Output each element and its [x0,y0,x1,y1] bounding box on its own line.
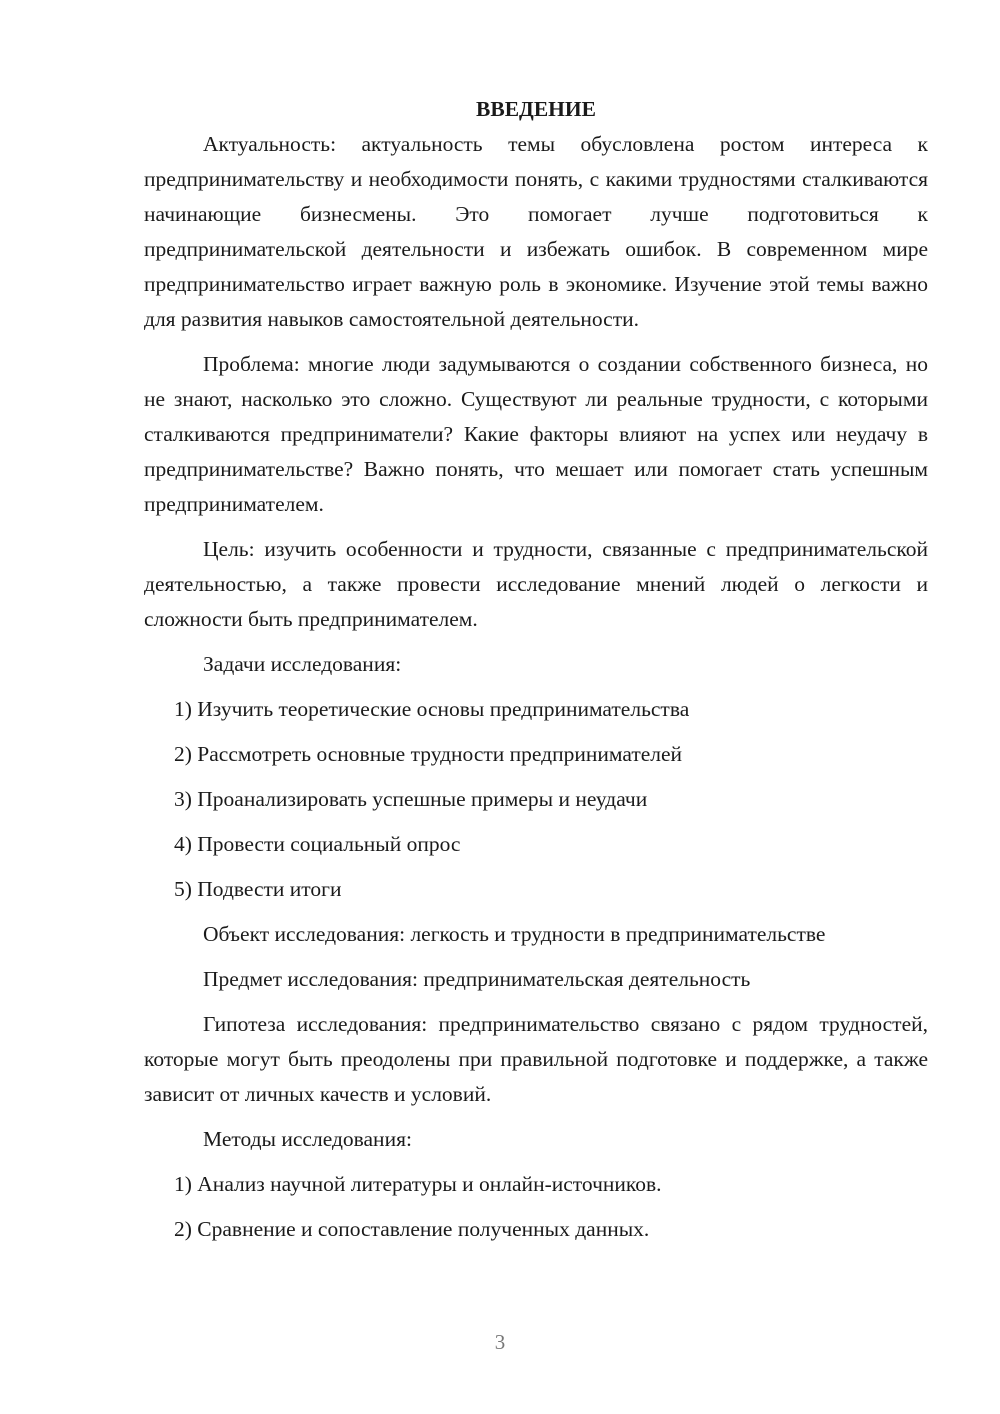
methods-heading: Методы исследования: [203,1127,412,1151]
page-title: ВВЕДЕНИЕ [476,97,596,121]
list-item: 5) Подвести итоги [174,877,342,901]
subject-line: Предмет исследования: предпринимательская деятельность [203,967,751,991]
page-content [144,92,928,1257]
object-line: Объект исследования: легкость и трудности в предпринимательстве [203,922,826,946]
methods-list [144,1167,928,1247]
list-item: 1) Анализ научной литературы и онлайн-источников. [174,1172,662,1196]
list-item: 1) Изучить теоретические основы предпринимательства [174,697,690,721]
page-number: 3 [494,1330,506,1354]
list-item: 2) Сравнение и сопоставление полученных данных. [174,1217,650,1241]
list-item: 2) Рассмотреть основные трудности предпринимателей [174,742,683,766]
tasks-list [144,692,928,907]
hypothesis-paragraph: Гипотеза исследования: предпринимательство связано с рядом трудностей, которые могут быть преодолены при правильной подготовке и поддержке, а также зависит от личных качеств и условий. [144,1012,928,1106]
list-item: 4) Провести социальный опрос [174,832,461,856]
problem-paragraph: Проблема: многие люди задумываются о создании собственного бизнеса, но не знают, насколько это сложно. Существуют ли реальные трудности, с которыми сталкиваются предприниматели? Какие факторы влияют на успех или неудачу в предпринимательстве? Важно понять, что мешает или помогает стать успешным предпринимателем. [144,352,928,516]
goal-paragraph: Цель: изучить особенности и трудности, связанные с предпринимательской деятельностью, а также провести исследование мнений людей о легкости и сложности быть предпринимателем. [144,537,928,631]
list-item: 3) Проанализировать успешные примеры и неудачи [174,787,648,811]
tasks-heading: Задачи исследования: [203,652,402,676]
relevance-paragraph: Актуальность: актуальность темы обусловлена ростом интереса к предпринимательству и необходимости понять, с какими трудностями сталкиваются начинающие бизнесмены. Это помогает лучше подготовиться к предпринимательской деятельности и избежать ошибок. В современном мире предпринимательство играет важную роль в экономике. Изучение этой темы важно для развития навыков самостоятельной деятельности. [144,132,928,331]
